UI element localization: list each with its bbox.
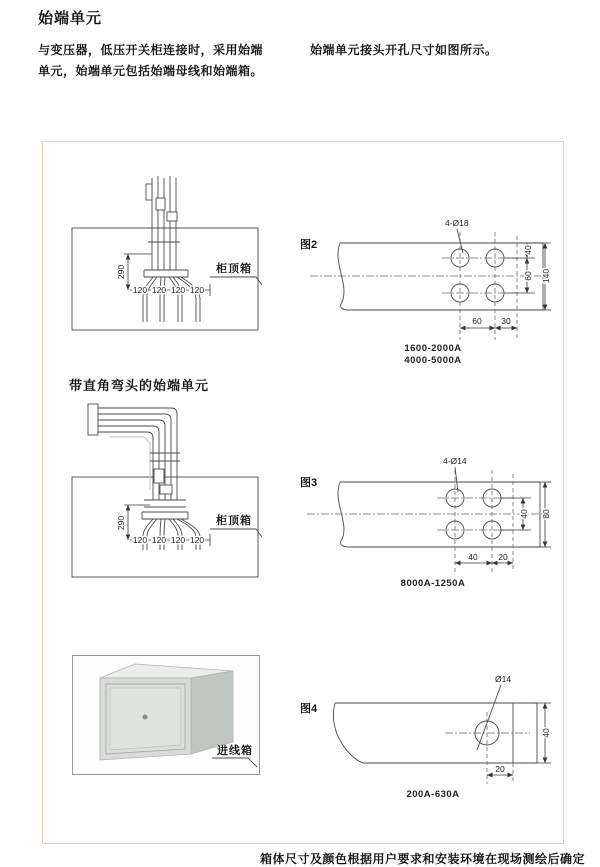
dim-140: 140: [541, 268, 551, 284]
page-title: 始端单元: [38, 10, 103, 27]
dim-120-3: 120: [170, 285, 186, 295]
intro-paragraph-right: 始端单元接头开孔尺寸如图所示。: [310, 43, 498, 57]
dim-60-v: 60: [523, 271, 533, 281]
dim-120-3: 120: [170, 535, 186, 545]
callout-leader: [455, 467, 458, 492]
fig4-label: 图4: [300, 703, 318, 715]
dim-120-2: 120: [151, 535, 167, 545]
busbar-outline: [338, 243, 543, 310]
elbow-busbar: [88, 404, 180, 500]
straight-start-unit-drawing: [60, 158, 290, 340]
fig2-rating-2: 4000-5000A: [404, 355, 462, 366]
cabinet-top-box-label: 柜顶箱: [216, 263, 252, 275]
intro-paragraph-left: 与变压器，低压开关柜连接时，采用始端单元，始端单元包括始端母线和始端箱。: [38, 43, 264, 78]
incoming-box-label: 进线箱: [217, 745, 253, 757]
dim-40-h: 40: [468, 552, 478, 562]
label-leader-line: [212, 758, 257, 767]
section-heading-elbow-unit: 带直角弯头的始端单元: [69, 378, 210, 393]
dim-30: 30: [501, 316, 511, 326]
busbar-fork: [143, 277, 200, 322]
dim-290: 290: [116, 515, 126, 531]
fig2-rating-1: 1600-2000A: [404, 343, 462, 354]
busbar-outline: [338, 482, 540, 547]
incoming-box-photo-frame: [72, 655, 260, 775]
dim-120-1: 120: [132, 535, 148, 545]
dim-20: 20: [495, 764, 505, 774]
fig4-hole-pattern-drawing: [295, 660, 560, 790]
dim-120-4: 120: [189, 285, 205, 295]
fig2-label: 图2: [300, 239, 318, 251]
incoming-box-photo: [73, 656, 259, 774]
dim-80: 80: [541, 509, 551, 519]
footer-note: 箱体尺寸及颜色根据用户要求和安装环境在现场测绘后确定: [259, 852, 585, 866]
hidden-edge-line: [110, 437, 150, 490]
metal-cabinet-3d: [100, 664, 233, 760]
label-leader-line: [210, 277, 262, 285]
dim-120-4: 120: [189, 535, 205, 545]
dim-40: 40: [541, 728, 551, 738]
elbow-start-unit-drawing: [60, 393, 290, 593]
fig3-holes-callout: 4-Ø14: [443, 456, 467, 466]
keyhole: [143, 715, 148, 720]
label-leader-line: [210, 529, 262, 537]
fig3-hole-pattern-drawing: [295, 448, 560, 576]
dim-120-1: 120: [132, 285, 148, 295]
dim-60-h: 60: [472, 316, 482, 326]
fig2-holes-callout: 4-Ø18: [445, 218, 469, 228]
dim-120-2: 120: [151, 285, 167, 295]
fig3-rating-1: 8000A-1250A: [400, 578, 466, 589]
callout-leader: [477, 685, 501, 750]
flange: [142, 500, 188, 519]
dim-290: 290: [116, 264, 126, 280]
dim-40: 40: [523, 245, 533, 255]
fig4-rating-1: 200A-630A: [406, 789, 460, 800]
flange: [144, 270, 188, 277]
fig3-label: 图3: [300, 477, 318, 489]
dim-40-v: 40: [519, 509, 529, 519]
fig2-hole-pattern-drawing: [295, 212, 560, 344]
fig4-hole-callout: Ø14: [495, 674, 512, 684]
dim-20: 20: [498, 552, 508, 562]
busbar-stack: [146, 176, 180, 270]
cabinet-top-box-label: 柜顶箱: [216, 515, 252, 527]
